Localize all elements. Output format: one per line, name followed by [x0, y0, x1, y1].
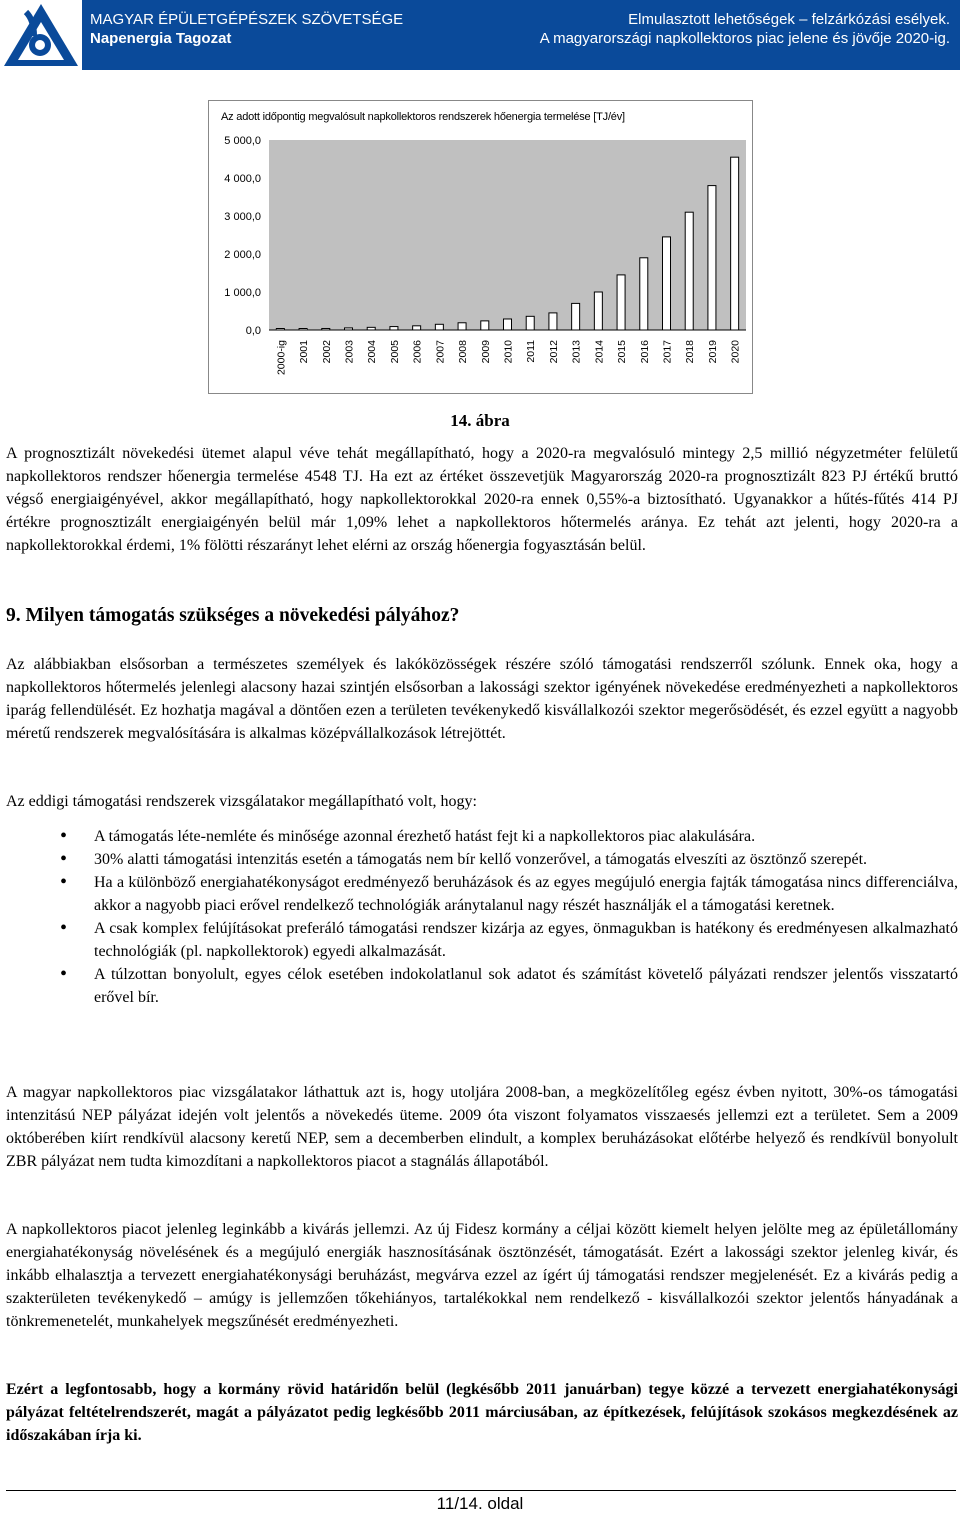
bar-2016	[640, 258, 648, 330]
bar-2008	[458, 323, 466, 330]
logo-icon	[0, 0, 82, 70]
x-tick-label: 2005	[388, 340, 401, 364]
list-item: • A csak komplex felújításokat preferáló támogatási rendszer kizárja az egyes, önmagukban is hatékony és eredményesen alkalmazható technológiák (pl. napkollektorok) egyedi alkalmazását.	[0, 917, 958, 963]
paragraph-3	[6, 790, 958, 813]
x-tick-label: 2010	[502, 340, 515, 364]
bar-chart	[208, 100, 753, 394]
y-tick-label: 2 000,0	[224, 249, 261, 261]
paragraph-3-text: Az eddigi támogatási rendszerek vizsgálatakor megállapítható volt, hogy:	[6, 793, 477, 810]
x-tick-label: 2000-ig	[275, 340, 288, 376]
list-item: • A túlzottan bonyolult, egyes célok esetében indokolatlanul sok adatot és számítást követelő pályázati rendszer jelentős visszatartó erővel bír.	[0, 963, 958, 1009]
x-tick-label: 2006	[411, 340, 424, 364]
bar-2014	[594, 292, 602, 330]
org-name: MAGYAR ÉPÜLETGÉPÉSZEK SZÖVETSÉGE	[90, 11, 404, 28]
paragraph-1	[6, 442, 958, 557]
findings-list	[0, 825, 958, 1009]
y-tick-label: 5 000,0	[224, 135, 261, 147]
x-tick-label: 2020	[729, 340, 742, 364]
x-tick-label: 2019	[706, 340, 719, 364]
chart-canvas	[209, 101, 752, 393]
bar-2001	[299, 329, 307, 331]
paragraph-4	[6, 1081, 958, 1173]
page-number: 11/14. oldal	[436, 1494, 524, 1513]
x-tick-label: 2018	[684, 340, 697, 364]
paragraph-4-text: A magyar napkollektoros piac vizsgálatakor láthattuk azt is, hogy utoljára 2008-ban, a megközelítőleg egész évben nyitott, 30%-os támogatási intenzitású NEP pályázat idején volt jelentős a növekedés üteme. 2009 óta viszont folyamatos visszaesés jellemzi ezt a területet. Sem a 2009 októberében kiírt rendkívül alacsony keretű NEP, sem a decemberben elindult, a komplex beruházásokat előtérbe helyező és rendkívül bonyolult ZBR pályázat nem tudta kimozdítani a napkollektoros piacot a stagnálás állapotából.	[6, 1084, 958, 1170]
bar-2009	[481, 321, 489, 330]
bar-2012	[549, 313, 557, 330]
y-tick-label: 3 000,0	[224, 211, 261, 223]
x-tick-label: 2003	[343, 340, 356, 364]
bar-2000-ig	[276, 329, 284, 331]
x-tick-label: 2001	[298, 340, 311, 364]
y-tick-label: 1 000,0	[224, 287, 261, 299]
paragraph-2	[6, 653, 958, 745]
x-tick-label: 2017	[661, 340, 674, 364]
bar-2019	[708, 186, 716, 330]
doc-title: Elmulasztott lehetőségek – felzárkózási esélyek.	[628, 11, 950, 28]
org-division: Napenergia Tagozat	[90, 30, 232, 47]
section-heading: 9. Milyen támogatás szükséges a növekedési pályához?	[6, 605, 460, 626]
bar-2018	[685, 212, 693, 330]
x-tick-label: 2015	[616, 340, 629, 364]
paragraph-1-text: A prognosztizált növekedési ütemet alapul véve tehát megállapítható, hogy a 2020-ra megvalósuló mintegy 2,5 millió négyzetméter felületű napkollektoros rendszer hőenergia termelése 4548 TJ. Ha ezt az értéket összevetjük Magyarország 2020-ra prognosztizált 823 PJ értékű bruttó végső energiaigényével, akkor megállapítható, hogy napkollektorokkal 2020-ra ennek 0,55%-a biztosítható. Ugyanakkor a hűtés-fűtés 414 PJ értékre prognosztizált energiaigényén belül már 1,09% lehet a napkollektoros hőtermelés aránya. Ez tehát azt jelenti, hogy 2020-ra a napkollektorokkal érdemi, 1% fölötti részarányt lehet elérni az ország hőenergia fogyasztásán belül.	[6, 445, 958, 554]
chart-title: Az adott időpontig megvalósult napkollektoros rendszerek hőenergia termelése [TJ/év]	[221, 111, 625, 123]
x-tick-label: 2009	[479, 340, 492, 364]
bar-2003	[345, 328, 353, 330]
bar-2017	[663, 237, 671, 330]
bar-2006	[413, 326, 421, 330]
x-tick-label: 2002	[320, 340, 333, 364]
bar-2011	[526, 316, 534, 330]
association-logo	[0, 0, 82, 70]
bar-2007	[435, 324, 443, 330]
page-header	[0, 0, 960, 70]
footer-divider	[6, 1490, 956, 1491]
bar-2004	[367, 327, 375, 330]
y-tick-label: 4 000,0	[224, 173, 261, 185]
x-tick-label: 2007	[434, 340, 447, 364]
doc-subtitle: A magyarországi napkollektoros piac jelene és jövője 2020-ig.	[539, 30, 950, 47]
paragraph-2-text: Az alábbiakban elsősorban a természetes személyek és lakóközösségek részére szóló támogatási rendszerről szólunk. Ennek oka, hogy a napkollektoros hőtermelés jelenlegi alacsony hazai szintjén elsősorban a lakossági szektor igényének növekedése eredményezheti a napkollektoros iparág fellendülését. Ez hozhatja magával a döntően ezen a területen tevékenykedő kisvállalkozói szektor megerősödését, és ezzel együtt a nagyobb méretű rendszerek megvalósítására is alkalmas középvállalkozások létrejöttét.	[6, 656, 958, 742]
list-item: • Ha a különböző energiahatékonyságot eredményező beruházások és az egyes megújuló energia fajták támogatása nincs differenciálva, akkor a nagyobb piaci erővel rendelkező technológiák aránytalanul nagy részét használják el a támogatási keretnek.	[0, 871, 958, 917]
paragraph-6-text: Ezért a legfontosabb, hogy a kormány rövid határidőn belül (legkésőbb 2011 januárban) tegye közzé a tervezett energiahatékonysági pályázat feltételrendszerét, magát a pályázatot pedig legkésőbb 2011 márciusában, az építkezések, felújítások szokásos megkezdésének az időszakában írja ki.	[6, 1381, 958, 1444]
paragraph-6	[6, 1378, 958, 1447]
x-tick-label: 2004	[366, 340, 379, 364]
list-item: • A támogatás léte-nemléte és minősége azonnal érezhető hatást fejt ki a napkollektoros piac alakulására.	[0, 825, 958, 848]
bar-2013	[572, 303, 580, 330]
x-tick-label: 2012	[547, 340, 560, 364]
y-tick-label: 0,0	[245, 325, 261, 337]
x-tick-label: 2016	[638, 340, 651, 364]
bar-2015	[617, 275, 625, 330]
x-tick-label: 2013	[570, 340, 583, 364]
x-tick-label: 2014	[593, 340, 606, 364]
bar-2020	[731, 157, 739, 330]
x-tick-label: 2011	[525, 340, 538, 363]
plot-area	[269, 140, 746, 330]
list-item: • 30% alatti támogatási intenzitás esetén a támogatás nem bír kellő vonzerővel, a támogatás elveszíti az ösztönző szerepét.	[0, 848, 958, 871]
paragraph-5	[6, 1218, 958, 1333]
bar-2010	[504, 319, 512, 330]
paragraph-5-text: A napkollektoros piacot jelenleg leginkább a kivárás jellemzi. Az új Fidesz kormány a céljai között kiemelt helyen jelölte meg az épületállomány energiahatékonyság növelésének és a megújuló energiák hasznosításának ösztönzését, támogatását. Ezért a lakossági szektor jelenleg kivár, és inkább elhalasztja a tervezett energiahatékonysági beruházást, megvárva ezzel az ígért új támogatási rendszer megjelenését. Ez a kivárás pedig a szakterületen tevékenykedő – amúgy is jellemzően tőkehiányos, tartalékokkal nem rendelkező - kisvállalkozói szektor jelentős hányadának a tönkremenetelét, munkahelyek megszűnését eredményezheti.	[6, 1221, 958, 1330]
bar-2002	[322, 328, 330, 330]
figure-caption: 14. ábra	[450, 411, 510, 430]
x-tick-label: 2008	[457, 340, 470, 364]
bar-2005	[390, 327, 398, 330]
